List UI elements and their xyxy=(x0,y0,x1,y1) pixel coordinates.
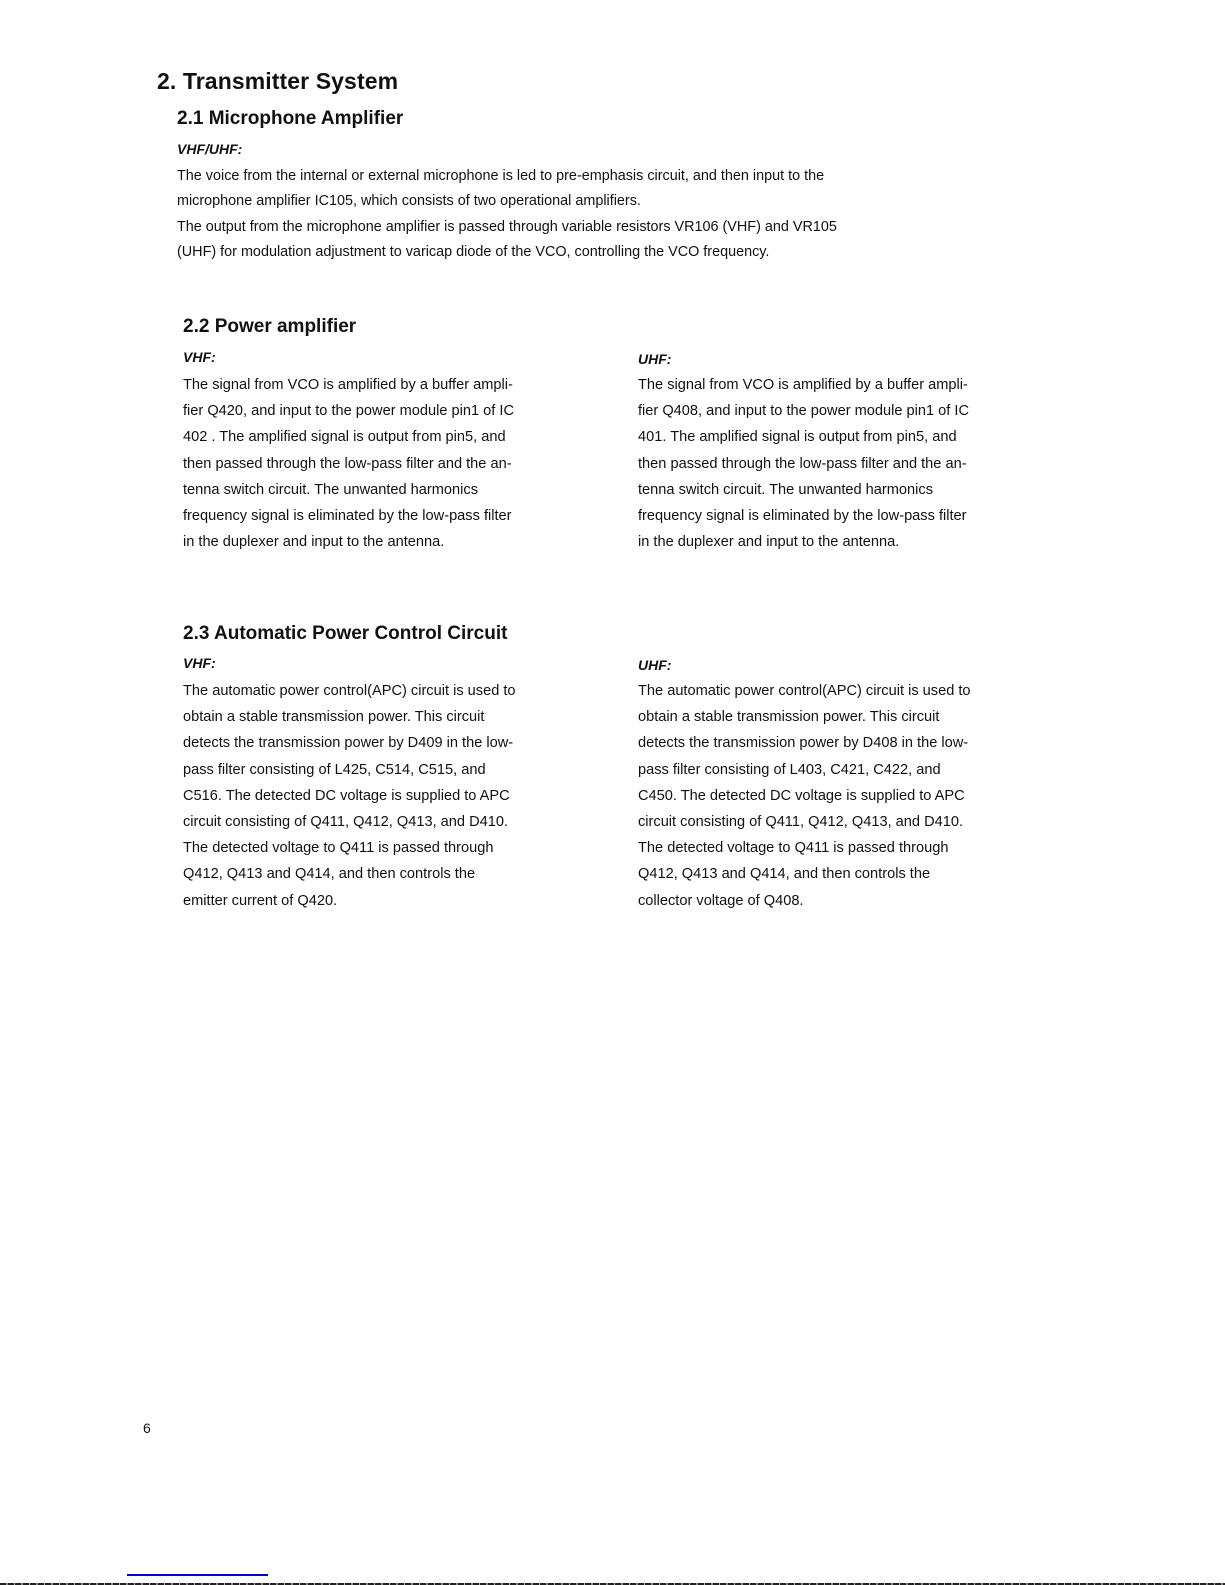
paragraph-line: Q412, Q413 and Q414, and then controls the xyxy=(183,866,476,883)
paragraph-line: 401. The amplified signal is output from pin5, and xyxy=(638,429,957,446)
paragraph-line: The detected voltage to Q411 is passed through xyxy=(183,840,494,857)
apc-uhf-paragraph xyxy=(638,678,971,914)
paragraph-line: then passed through the low-pass filter and the an- xyxy=(183,455,512,472)
paragraph-line: circuit consisting of Q411, Q412, Q413, and D410. xyxy=(638,814,964,831)
apc-heading: 2.3 Automatic Power Control Circuit xyxy=(183,623,508,644)
paragraph-line: The signal from VCO is amplified by a buffer ampli- xyxy=(183,377,513,393)
paragraph-line: C450. The detected DC voltage is supplied to APC xyxy=(638,787,965,804)
paragraph-line: C516. The detected DC voltage is supplied to APC xyxy=(183,787,510,804)
paragraph-line: The automatic power control(APC) circuit is used to xyxy=(638,683,971,699)
paragraph-line: in the duplexer and input to the antenna. xyxy=(638,534,900,551)
paragraph-line: obtain a stable transmission power. This circuit xyxy=(638,709,940,726)
paragraph-line: frequency signal is eliminated by the low-pass filter xyxy=(183,508,512,525)
mic-amp-band-label: VHF/UHF: xyxy=(177,141,243,157)
paragraph-line: in the duplexer and input to the antenna. xyxy=(183,534,445,551)
paragraph-line: then passed through the low-pass filter and the an- xyxy=(638,455,967,472)
paragraph-line: The detected voltage to Q411 is passed through xyxy=(638,840,949,857)
power-amp-heading: 2.2 Power amplifier xyxy=(183,316,357,337)
paragraph-line: The signal from VCO is amplified by a buffer ampli- xyxy=(638,377,968,393)
paragraph-line: (UHF) for modulation adjustment to varicap diode of the VCO, controlling the VCO frequency. xyxy=(177,243,770,260)
paragraph-line: pass filter consisting of L425, C514, C515, and xyxy=(183,761,486,778)
paragraph-line: The automatic power control(APC) circuit is used to xyxy=(183,683,516,699)
paragraph-line: tenna switch circuit. The unwanted harmonics xyxy=(183,481,478,498)
page-number: 6 xyxy=(143,1420,151,1436)
paragraph-line: microphone amplifier IC105, which consists of two operational amplifiers. xyxy=(177,193,641,210)
power-amp-uhf-label: UHF: xyxy=(638,351,672,367)
mic-amp-heading: 2.1 Microphone Amplifier xyxy=(177,108,404,129)
paragraph-line: obtain a stable transmission power. This circuit xyxy=(183,709,485,726)
paragraph-line: fier Q420, and input to the power module pin1 of IC xyxy=(183,403,514,420)
power-amp-vhf-label: VHF: xyxy=(183,349,216,365)
paragraph-line: detects the transmission power by D409 in the low- xyxy=(183,735,514,752)
paragraph-line: frequency signal is eliminated by the low-pass filter xyxy=(638,508,967,525)
paragraph-line: 402 . The amplified signal is output from pin5, and xyxy=(183,429,506,446)
power-amp-uhf-paragraph xyxy=(638,372,969,555)
apc-vhf-paragraph xyxy=(183,678,516,914)
paragraph-line: collector voltage of Q408. xyxy=(638,892,804,909)
paragraph-line: tenna switch circuit. The unwanted harmonics xyxy=(638,481,933,498)
paragraph-line: The output from the microphone amplifier is passed through variable resistors VR106 (VHF) and VR105 xyxy=(177,218,837,235)
paragraph-line: emitter current of Q420. xyxy=(183,892,338,909)
paragraph-line: pass filter consisting of L403, C421, C422, and xyxy=(638,761,941,778)
apc-vhf-label: VHF: xyxy=(183,655,216,671)
mic-amp-paragraph xyxy=(177,164,837,265)
paragraph-line: circuit consisting of Q411, Q412, Q413, and D410. xyxy=(183,814,509,831)
power-amp-vhf-paragraph xyxy=(183,372,514,555)
paragraph-line: Q412, Q413 and Q414, and then controls the xyxy=(638,866,931,883)
apc-uhf-label: UHF: xyxy=(638,657,672,673)
paragraph-line: fier Q408, and input to the power module pin1 of IC xyxy=(638,403,969,420)
paragraph-line: The voice from the internal or external microphone is led to pre-emphasis circuit, and then input to the xyxy=(177,168,825,184)
link-underline[interactable] xyxy=(127,1574,268,1576)
section-title: 2. Transmitter System xyxy=(157,68,399,94)
paragraph-line: detects the transmission power by D408 in the low- xyxy=(638,735,969,752)
